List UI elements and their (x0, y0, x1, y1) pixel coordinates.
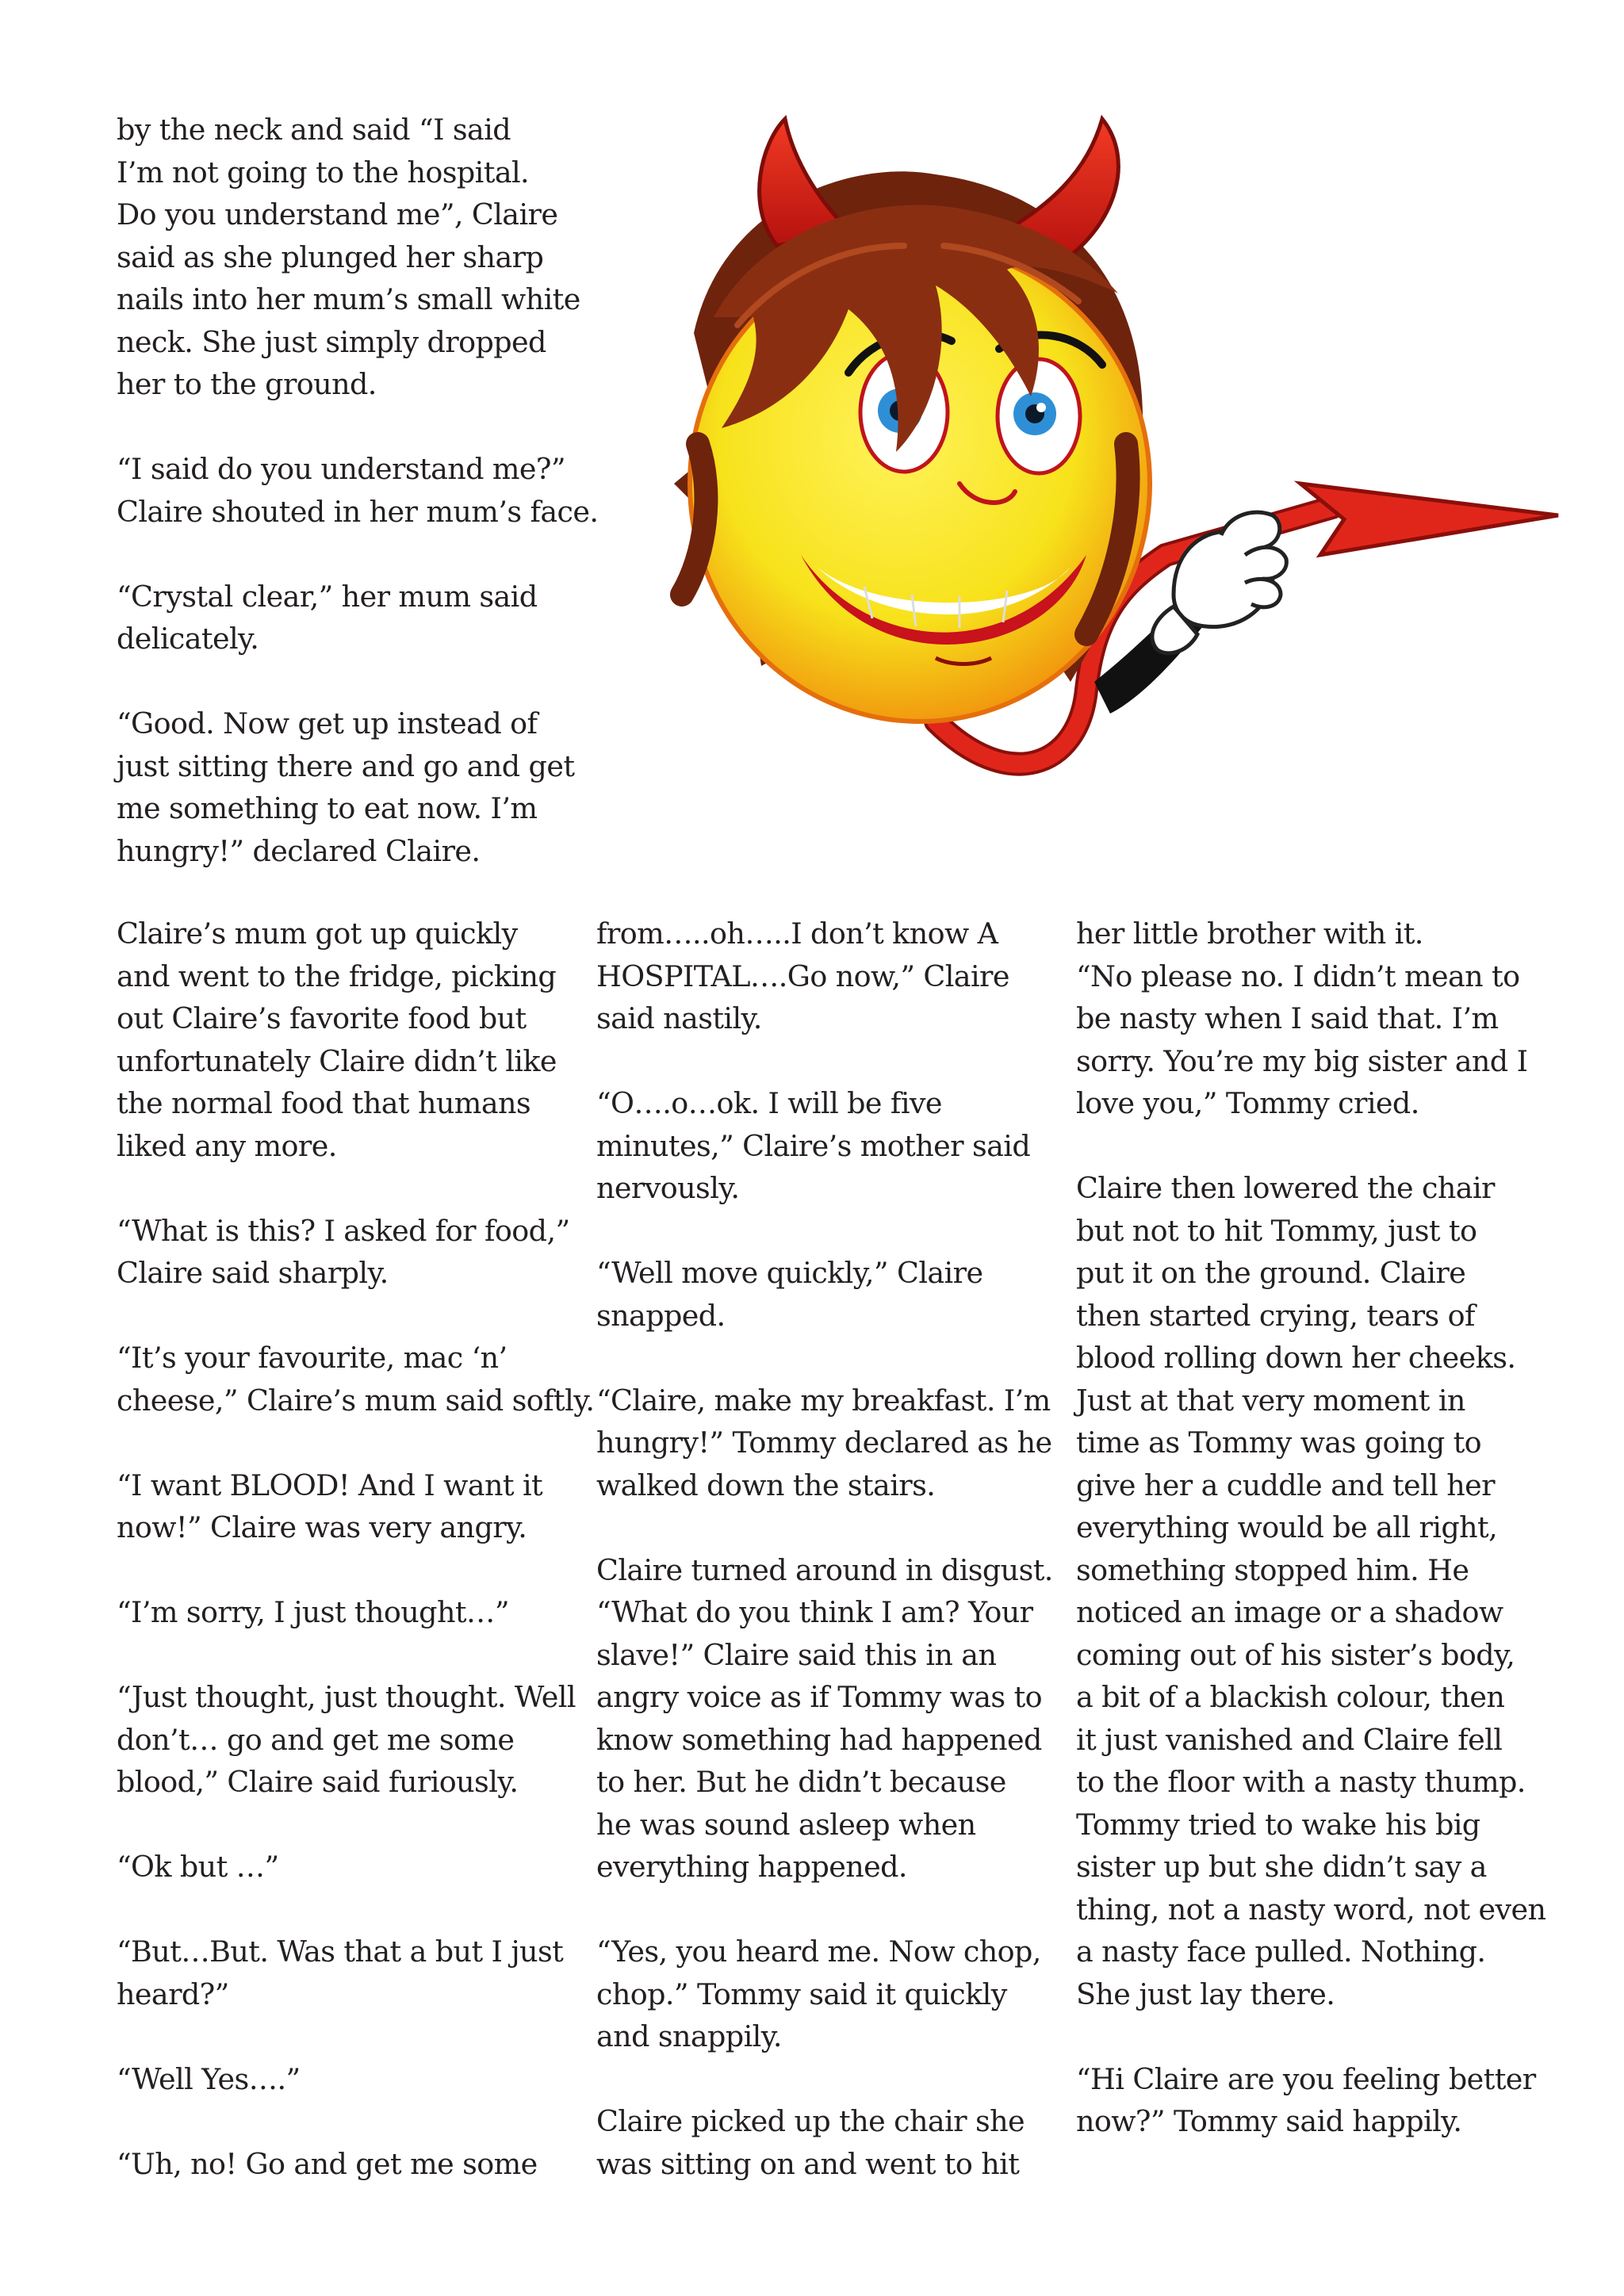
text-line: said as she plunged her sharp (117, 239, 544, 274)
text-line: unfortunately Claire didn’t like (117, 1043, 557, 1078)
text-line: heard?” (117, 1976, 229, 2011)
text-line: nails into her mum’s small white (117, 282, 580, 316)
text-line: “Yes, you heard me. Now chop, (596, 1934, 1041, 1969)
text-line: “It’s your favourite, mac ‘n’ (117, 1341, 508, 1375)
text-line: snapped. (596, 1298, 726, 1333)
paragraph (117, 702, 575, 872)
paragraph (117, 1591, 561, 1634)
text-line: out Claire’s favorite food but (117, 1001, 527, 1035)
paragraph (117, 2058, 561, 2101)
text-line: to the floor with a nasty thump. (1076, 1765, 1526, 1799)
text-line: “Claire, make my breakfast. I’m (596, 1383, 1051, 1418)
paragraph (596, 1380, 1052, 1507)
text-line: put it on the ground. Claire (1076, 1256, 1466, 1290)
text-line: neck. She just simply dropped (117, 324, 546, 359)
text-line: “What is this? I asked for food,” (117, 1213, 570, 1248)
paragraph (117, 1931, 564, 2015)
text-line: noticed an image or a shadow (1076, 1595, 1503, 1629)
text-line: know something had happened (596, 1722, 1042, 1757)
text-line: Do you understand me”, Claire (117, 197, 558, 232)
text-line: “Crystal clear,” her mum said (117, 579, 538, 614)
paragraph (117, 1846, 561, 1888)
paragraph (117, 109, 580, 406)
text-line: love you,” Tommy cried. (1076, 1086, 1419, 1120)
text-line: delicately. (117, 622, 259, 656)
text-line: “What do you think I am? Your (596, 1595, 1033, 1629)
text-line: said nastily. (596, 1001, 762, 1035)
paragraph (117, 2143, 561, 2186)
paragraph (1076, 913, 1552, 1125)
text-line: and went to the fridge, picking (117, 959, 557, 993)
text-line: he was sound asleep when (596, 1807, 976, 1842)
story-column-2 (596, 913, 1053, 2185)
text-line: sorry. You’re my big sister and I (1076, 1043, 1528, 1078)
paragraph (117, 1337, 595, 1422)
text-line: Tommy tried to wake his big (1076, 1807, 1480, 1842)
paragraph (117, 448, 599, 533)
text-line: then started crying, tears of (1076, 1298, 1475, 1333)
text-line: “But…But. Was that a but I just (117, 1934, 564, 1969)
text-line: walked down the stairs. (596, 1468, 936, 1502)
text-line: thing, not a nasty word, not even (1076, 1892, 1546, 1927)
paragraph (117, 1210, 570, 1295)
text-line: minutes,” Claire’s mother said (596, 1128, 1031, 1163)
text-line: just sitting there and go and get (117, 748, 575, 783)
text-line: hungry!” Tommy declared as he (596, 1425, 1052, 1460)
text-line: “Uh, no! Go and get me some (117, 2146, 538, 2181)
text-line: give her a cuddle and tell her (1076, 1468, 1495, 1502)
text-line: “No please no. I didn’t mean to (1076, 959, 1520, 993)
text-line: her little brother with it. (1076, 916, 1423, 951)
text-line: “O….o…ok. I will be five (596, 1086, 942, 1120)
text-line: nervously. (596, 1171, 740, 1205)
paragraph (596, 1549, 1053, 1888)
paragraph (596, 1082, 1040, 1210)
text-line: be nasty when I said that. I’m (1076, 1001, 1499, 1035)
text-line: Claire shouted in her mum’s face. (117, 494, 599, 529)
text-line: sister up but she didn’t say a (1076, 1850, 1487, 1884)
text-line: Just at that very moment in (1076, 1383, 1465, 1418)
text-line: don’t… go and get me some (117, 1722, 515, 1757)
text-line: slave!” Claire said this in an (596, 1637, 997, 1672)
paragraph (596, 1931, 1040, 2058)
text-line: “Well Yes….” (117, 2061, 301, 2096)
text-line: “Well move quickly,” Claire (596, 1256, 983, 1290)
story-intro-column (117, 109, 599, 872)
paragraph (1076, 2058, 1552, 2143)
text-line: “I said do you understand me?” (117, 452, 565, 486)
text-line: HOSPITAL….Go now,” Claire (596, 959, 1009, 993)
story-column-3 (1076, 913, 1552, 2143)
text-line: “Ok but …” (117, 1850, 279, 1884)
story-column-1 (117, 913, 595, 2185)
text-line: “Just thought, just thought. Well (117, 1680, 576, 1714)
text-line: from…..oh…..I don’t know A (596, 916, 998, 951)
text-line: but not to hit Tommy, just to (1076, 1213, 1477, 1248)
paragraph (596, 2100, 1040, 2185)
paragraph (117, 1676, 576, 1804)
text-line: something stopped him. He (1076, 1552, 1469, 1587)
text-line: Claire turned around in disgust. (596, 1552, 1053, 1587)
paragraph (117, 1464, 561, 1549)
text-line: Claire said sharply. (117, 1256, 389, 1290)
devil-girl-emoji-icon (563, 111, 1570, 825)
text-line: Claire’s mum got up quickly (117, 916, 518, 951)
text-line: by the neck and said “I said (117, 113, 511, 147)
text-line: I’m not going to the hospital. (117, 155, 530, 189)
text-line: it just vanished and Claire fell (1076, 1722, 1503, 1757)
text-line: time as Tommy was going to (1076, 1425, 1482, 1460)
text-line: chop.” Tommy said it quickly (596, 1976, 1007, 2011)
paragraph (1076, 1167, 1552, 2015)
text-line: Claire then lowered the chair (1076, 1171, 1495, 1205)
text-line: and snappily. (596, 2019, 782, 2053)
text-line: the normal food that humans (117, 1086, 531, 1120)
text-line: She just lay there. (1076, 1976, 1335, 2011)
text-line: a bit of a blackish colour, then (1076, 1680, 1505, 1714)
text-line: now!” Claire was very angry. (117, 1510, 527, 1544)
text-line: now?” Tommy said happily. (1076, 2104, 1462, 2138)
paragraph (596, 913, 1040, 1040)
text-line: her to the ground. (117, 367, 377, 401)
text-line: Claire picked up the chair she (596, 2104, 1025, 2138)
text-line: cheese,” Claire’s mum said softly. (117, 1383, 595, 1418)
text-line: to her. But he didn’t because (596, 1765, 1006, 1799)
text-line: a nasty face pulled. Nothing. (1076, 1934, 1486, 1969)
text-line: “I want BLOOD! And I want it (117, 1468, 543, 1502)
paragraph (117, 576, 561, 660)
text-line: coming out of his sister’s body, (1076, 1637, 1515, 1672)
text-line: “Good. Now get up instead of (117, 706, 538, 740)
text-line: hungry!” declared Claire. (117, 833, 481, 868)
text-line: me something to eat now. I’m (117, 791, 538, 825)
paragraph (117, 913, 561, 1167)
paragraph (596, 1252, 1040, 1337)
text-line: angry voice as if Tommy was to (596, 1680, 1043, 1714)
text-line: everything would be all right, (1076, 1510, 1498, 1544)
text-line: blood,” Claire said furiously. (117, 1765, 519, 1799)
text-line: “Hi Claire are you feeling better (1076, 2061, 1536, 2096)
text-line: liked any more. (117, 1128, 337, 1163)
text-line: “I’m sorry, I just thought…” (117, 1595, 509, 1629)
text-line: blood rolling down her cheeks. (1076, 1341, 1516, 1375)
text-line: everything happened. (596, 1850, 907, 1884)
text-line: was sitting on and went to hit (596, 2146, 1020, 2181)
